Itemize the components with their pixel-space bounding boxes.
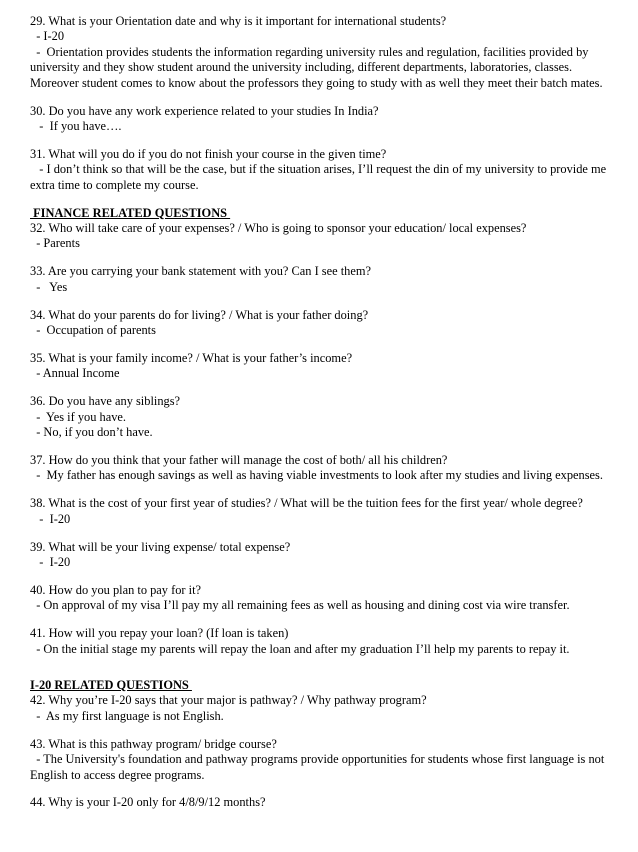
text-line: university and they show student around the university including, different departments, laboratories, classes. <box>30 60 573 75</box>
text-line: - On approval of my visa I’ll pay my all remaining fees as well as housing and dining cost via wire transfer. <box>30 598 570 613</box>
text-line: - Yes if you have. <box>30 409 127 424</box>
question-33 <box>30 264 628 295</box>
text-line: 42. Why you’re I-20 says that your major is pathway? / Why pathway program? <box>30 693 427 708</box>
text-line: - I-20 <box>30 511 71 526</box>
text-line: - No, if you don’t have. <box>30 425 153 440</box>
text-line: 34. What do your parents do for living? / What is your father doing? <box>30 307 369 322</box>
text-line: - Yes <box>30 279 68 294</box>
question-39 <box>30 540 628 571</box>
text-line: - If you have…. <box>30 118 122 133</box>
text-line: - My father has enough savings as well as having viable investments to look after my studies and living expenses. <box>30 468 603 483</box>
text-line: 36. Do you have any siblings? <box>30 394 181 409</box>
intro-questions <box>30 14 628 193</box>
text-line: 39. What will be your living expense/ total expense? <box>30 539 291 554</box>
question-34 <box>30 308 628 339</box>
text-line: 35. What is your family income? / What is your father’s income? <box>30 350 353 365</box>
question-35 <box>30 351 628 382</box>
question-37 <box>30 453 628 484</box>
text-line: - I-20 <box>30 29 65 44</box>
text-line: - Parents <box>30 236 80 251</box>
i20-section <box>30 678 628 811</box>
text-line: extra time to complete my course. <box>30 177 199 192</box>
text-line: 40. How do you plan to pay for it? <box>30 582 202 597</box>
text-line: 33. Are you carrying your bank statement with you? Can I see them? <box>30 264 371 279</box>
text-line: - I don’t think so that will be the case, but if the situation arises, I’ll request the din of my university to provide me <box>30 162 607 177</box>
i20-heading: I-20 RELATED QUESTIONS <box>30 678 192 692</box>
question-30 <box>30 104 628 135</box>
text-line: - On the initial stage my parents will repay the loan and after my graduation I’ll help my parents to repay it. <box>30 641 570 656</box>
question-38 <box>30 496 628 527</box>
question-31 <box>30 147 628 193</box>
text-line: 44. Why is your I-20 only for 4/8/9/12 months? <box>30 795 266 810</box>
text-line: 31. What will you do if you do not finish your course in the given time? <box>30 146 387 161</box>
text-line: - Occupation of parents <box>30 323 156 337</box>
text-line: 29. What is your Orientation date and why is it important for international students? <box>30 14 447 28</box>
text-line: Moreover student comes to know about the professors they going to study with as well they meet their batch mates. <box>30 75 603 90</box>
question-43 <box>30 737 628 783</box>
text-line: - Orientation provides students the information regarding university rules and regulation, facilities provided by <box>30 44 589 59</box>
text-line: - As my first language is not English. <box>30 708 224 723</box>
question-44 <box>30 795 628 810</box>
finance-heading: FINANCE RELATED QUESTIONS <box>30 205 231 220</box>
text-line: 43. What is this pathway program/ bridge course? <box>30 736 277 751</box>
question-36 <box>30 394 628 440</box>
text-line: 38. What is the cost of your first year of studies? / What will be the tuition fees for the first year/ whole degree? <box>30 496 583 511</box>
text-line: English to access degree programs. <box>30 767 205 782</box>
question-29 <box>30 14 628 91</box>
question-42 <box>30 693 628 724</box>
text-line: 37. How do you think that your father will manage the cost of both/ all his children? <box>30 452 448 467</box>
text-line: 32. Who will take care of your expenses? / Who is going to sponsor your education/ local expenses? <box>30 220 527 235</box>
text-line: - Annual Income <box>30 366 120 381</box>
text-line: - The University's foundation and pathway programs provide opportunities for students whose first language is not <box>30 752 605 767</box>
text-line: 30. Do you have any work experience related to your studies In India? <box>30 103 379 118</box>
question-32 <box>30 221 628 252</box>
text-line: 41. How will you repay your loan? (If loan is taken) <box>30 626 289 641</box>
text-line: - I-20 <box>30 554 71 569</box>
question-40 <box>30 583 628 614</box>
finance-section <box>30 206 628 657</box>
question-41 <box>30 626 628 657</box>
